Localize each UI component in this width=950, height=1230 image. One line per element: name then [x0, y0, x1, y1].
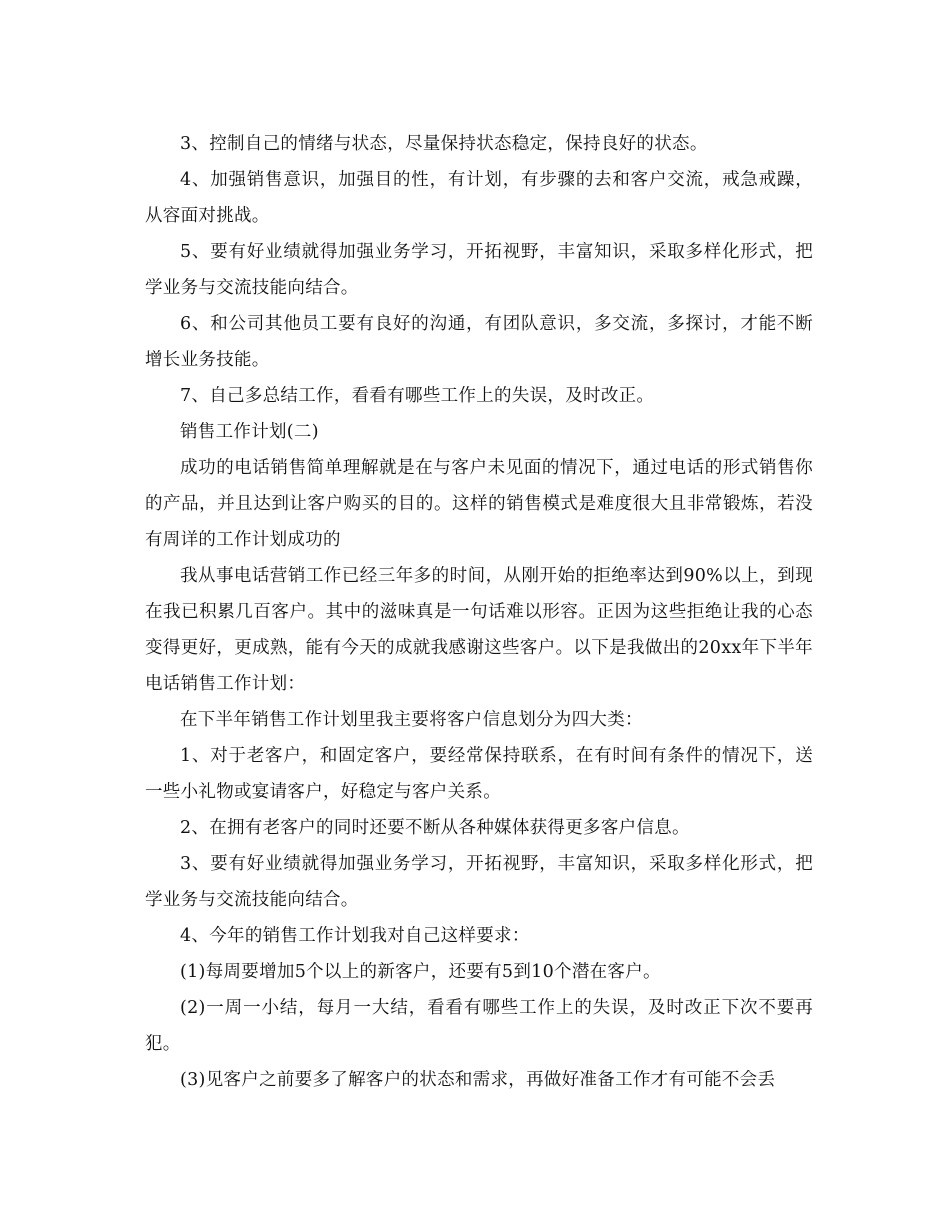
paragraph-1: 3、控制自己的情绪与状态，尽量保持状态稳定，保持良好的状态。: [180, 134, 708, 154]
paragraph-11: 2、在拥有老客户的同时还要不断从各种媒体获得更多客户信息。: [180, 818, 690, 838]
paragraph-13: 4、今年的销售工作计划我对自己这样要求：: [180, 926, 530, 946]
paragraph-16: (3)见客户之前要多了解客户的状态和需求，再做好准备工作才有可能不会丢: [180, 1070, 776, 1090]
paragraph-4: 6、和公司其他员工要有良好的沟通，有团队意识，多交流，多探讨，才能不断增长业务技能。: [145, 314, 813, 370]
paragraph-8: 我从事电话营销工作已经三年多的时间，从刚开始的拒绝率达到90%以上，到现在我已积累几百客户。其中的滋味真是一句话难以形容。正因为这些拒绝让我的心态变得更好，更成熟，能有今天的成就我感谢这些客户。以下是我做出的20xx年下半年电话销售工作计划：: [145, 566, 813, 694]
document-body: [145, 126, 813, 1098]
paragraph-14: (1)每周要增加5个以上的新客户，还要有5到10个潜在客户。: [180, 962, 661, 982]
section-heading: 销售工作计划(二): [180, 422, 319, 442]
paragraph-7: 成功的电话销售简单理解就是在与客户未见面的情况下，通过电话的形式销售你的产品，并且达到让客户购买的目的。这样的销售模式是难度很大且非常锻炼，若没有周详的工作计划成功的: [145, 458, 813, 550]
paragraph-5: 7、自己多总结工作，看看有哪些工作上的失误，及时改正。: [180, 386, 655, 406]
paragraph-12: 3、要有好业绩就得加强业务学习，开拓视野，丰富知识，采取多样化形式，把学业务与交流技能向结合。: [145, 854, 813, 910]
paragraph-10: 1、对于老客户，和固定客户，要经常保持联系，在有时间有条件的情况下，送一些小礼物或宴请客户，好稳定与客户关系。: [145, 746, 813, 802]
paragraph-15: (2)一周一小结，每月一大结，看看有哪些工作上的失误，及时改正下次不要再犯。: [145, 998, 813, 1054]
paragraph-2: 4、加强销售意识，加强目的性，有计划，有步骤的去和客户交流，戒急戒躁，从容面对挑战。: [145, 170, 813, 226]
paragraph-9: 在下半年销售工作计划里我主要将客户信息划分为四大类：: [180, 710, 643, 730]
paragraph-3: 5、要有好业绩就得加强业务学习，开拓视野，丰富知识，采取多样化形式，把学业务与交流技能向结合。: [145, 242, 813, 298]
